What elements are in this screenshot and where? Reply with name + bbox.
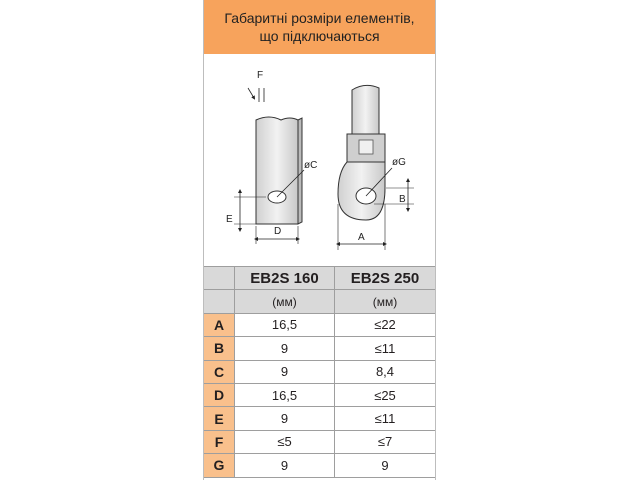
table-row: [204, 384, 435, 407]
row-label: G: [204, 454, 235, 476]
label-a: A: [358, 232, 365, 243]
dimensions-table: [204, 266, 435, 478]
value-cell: ≤11: [374, 340, 396, 356]
table-row: [204, 431, 435, 454]
unit-cell: (мм): [335, 290, 435, 312]
technical-drawing: [204, 54, 435, 266]
table-header-row: [204, 267, 435, 290]
row-label: B: [204, 337, 235, 359]
row-label: E: [204, 407, 235, 429]
value-cell: ≤25: [374, 387, 396, 403]
label-e: E: [226, 214, 233, 225]
value-cell: 9: [235, 361, 335, 383]
value-cell: 9: [381, 457, 389, 473]
cable-lug-figure: [338, 85, 414, 250]
table-row: [204, 361, 435, 384]
dimensions-card: [203, 0, 436, 480]
table-units-row: [204, 290, 435, 313]
value-cell: 16,5: [235, 314, 335, 336]
value-cell: ≤22: [374, 317, 396, 333]
label-c: øC: [304, 160, 318, 171]
label-b: B: [399, 194, 406, 205]
col-header-eb2s160: EB2S 160: [235, 267, 335, 289]
value-cell: 16,5: [235, 384, 335, 406]
table-row: [204, 314, 435, 337]
corner-cell: [204, 267, 235, 289]
row-label: C: [204, 361, 235, 383]
value-cell: 8,4: [375, 364, 395, 380]
row-label: F: [204, 431, 235, 453]
table-row: [204, 337, 435, 360]
label-d: D: [274, 226, 282, 237]
col-header-eb2s250: EB2S 250: [335, 267, 435, 289]
value-cell: ≤11: [374, 411, 396, 427]
value-cell: ≤5: [235, 431, 335, 453]
value-cell: ≤7: [377, 434, 393, 450]
table-row: [204, 454, 435, 477]
value-cell: 9: [235, 407, 335, 429]
table-row: [204, 407, 435, 430]
value-cell: 9: [235, 454, 335, 476]
row-label: D: [204, 384, 235, 406]
row-label: A: [204, 314, 235, 336]
corner-cell: [204, 290, 235, 312]
value-cell: 9: [235, 337, 335, 359]
label-g: øG: [392, 157, 406, 168]
unit-cell: (мм): [235, 290, 335, 312]
flat-terminal-figure: [226, 70, 317, 244]
label-f: F: [257, 70, 264, 81]
card-title: Габаритні розміри елементів, що підключаються: [204, 0, 435, 54]
